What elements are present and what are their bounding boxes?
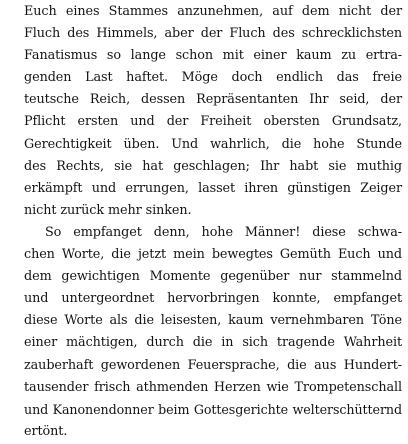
text-line: zauberhaft gewordenen Feuersprache, die aus Hundert- bbox=[24, 357, 402, 373]
text-line: Pflicht ersten und der Freiheit obersten Grundsatz, bbox=[24, 114, 402, 130]
text-line: einer mächtigen, durch die in sich tragende Wahrheit bbox=[24, 335, 402, 351]
body-text bbox=[24, 1, 402, 443]
text-line: tausender frisch athmenden Herzen wie Trompetenschall bbox=[24, 379, 402, 395]
paragraph-end-line: nicht zurück mehr sinken. bbox=[24, 202, 192, 218]
paragraph-end-line: ertönt. bbox=[24, 423, 68, 439]
text-line: des Rechts, sie hat geschlagen; Ihr habt sie muthig bbox=[24, 158, 402, 174]
text-line: genden Last haftet. Möge doch endlich das freie bbox=[24, 70, 402, 86]
text-line: diese Worte als die leisesten, kaum vernehmbaren Töne bbox=[24, 313, 402, 329]
text-line: Gerechtigkeit üben. Und wahrlich, die hohe Stunde bbox=[24, 136, 402, 152]
text-line: Euch eines Stammes anzunehmen, auf dem nicht der bbox=[24, 4, 402, 19]
text-line: erkämpft und errungen, lasset ihren günstigen Zeiger bbox=[24, 180, 402, 196]
text-line: Fluch des Himmels, aber der Fluch des schrecklichsten bbox=[24, 26, 402, 42]
text-line: chen Worte, die jetzt mein bewegtes Gemüth Euch und bbox=[24, 247, 402, 263]
text-line: Fanatismus so lange schon mit einer kaum zu ertra- bbox=[24, 48, 402, 64]
text-line: und untergeordnet hervorbringen konnte, empfanget bbox=[24, 291, 402, 307]
text-line: teutsche Reich, dessen Repräsentanten Ihr seid, der bbox=[24, 92, 402, 108]
text-line: und Kanonendonner beim Gottesgerichte welterschütternd bbox=[24, 401, 402, 417]
paragraph-start-line: So empfanget denn, hohe Männer! diese schwa- bbox=[45, 224, 402, 240]
text-line: dem gewichtigen Momente gegenüber nur stammelnd bbox=[24, 269, 402, 285]
